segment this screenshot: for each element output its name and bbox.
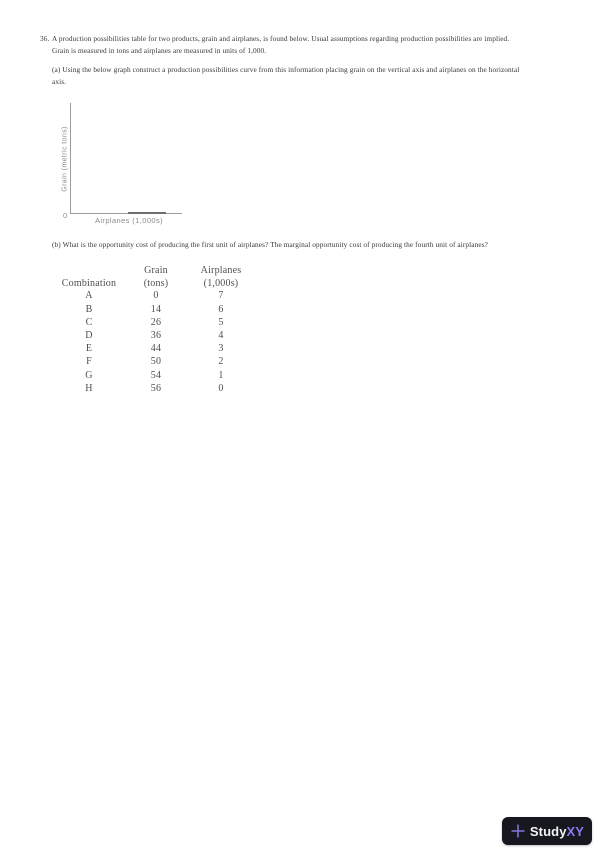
table-cell-combination: G	[85, 369, 93, 381]
table-cell-grain: 54	[150, 369, 162, 381]
question-text	[52, 33, 509, 57]
table-cell-combination: C	[85, 316, 93, 328]
table-header-grain: Grain	[144, 265, 168, 276]
x-axis-label: Airplanes (1,000s)	[94, 216, 164, 225]
studyxy-logo-badge[interactable]	[502, 817, 592, 845]
logo-wordmark	[530, 824, 584, 839]
part-a-text	[52, 64, 519, 88]
question-36	[40, 33, 509, 57]
question-line: Grain is measured in tons and airplanes are measured in units of 1,000.	[52, 46, 267, 55]
part-a-line: (a) Using the below graph construct a production possibilities curve from this information placing grain on the vertical axis and airplanes on the horizontal	[52, 65, 520, 74]
table-cell-combination: H	[85, 382, 93, 394]
table-cell-grain: 50	[150, 356, 162, 368]
logo-text-xy: XY	[566, 823, 585, 839]
table-cell-airplanes: 0	[218, 382, 224, 394]
table-cell-grain: 56	[150, 382, 162, 394]
table-cell-grain: 36	[150, 329, 162, 341]
table-cell-combination: F	[86, 356, 92, 368]
table-header-grain-units: (tons)	[143, 278, 169, 290]
plus-icon	[510, 823, 526, 839]
table-header-combination: Combination	[61, 278, 117, 290]
table-cell-grain: 0	[153, 290, 159, 302]
ppc-table	[54, 263, 254, 395]
table-cell-airplanes: 3	[218, 343, 224, 355]
x-axis-line	[70, 213, 182, 214]
table-cell-airplanes: 5	[218, 316, 224, 328]
part-a-line: axis.	[52, 77, 67, 86]
table-cell-combination: E	[85, 343, 93, 355]
origin-label: 0	[63, 211, 68, 220]
logo-text-study: Study	[529, 823, 567, 839]
table-cell-airplanes: 7	[218, 290, 224, 302]
table-cell-combination: B	[85, 303, 93, 315]
x-axis-dark-segment	[128, 212, 166, 214]
table-cell-grain: 44	[150, 343, 162, 355]
y-axis-label: Grain (metric tons)	[61, 126, 69, 192]
table-header-airplanes-units: (1,000s)	[203, 278, 239, 290]
table-cell-grain: 26	[150, 316, 162, 328]
table-cell-airplanes: 6	[218, 303, 224, 315]
question-line: A production possibilities table for two products, grain and airplanes, is found below. Usual assumptions regarding production possibilities are implied.	[52, 34, 510, 43]
table-cell-airplanes: 1	[218, 369, 224, 381]
table-cell-airplanes: 2	[218, 356, 224, 368]
table-cell-airplanes: 4	[218, 329, 224, 341]
table-cell-combination: D	[85, 329, 93, 341]
question-number: 36.	[40, 34, 50, 43]
table-cell-grain: 14	[150, 303, 162, 315]
y-axis-line	[70, 103, 71, 214]
table-cell-combination: A	[85, 290, 93, 302]
table-header-airplanes: Airplanes	[200, 265, 242, 276]
part-b-text	[52, 239, 488, 251]
part-b-line: (b) What is the opportunity cost of producing the first unit of airplanes? The marginal opportunity cost of producing the fourth unit of airplanes?	[52, 240, 488, 249]
